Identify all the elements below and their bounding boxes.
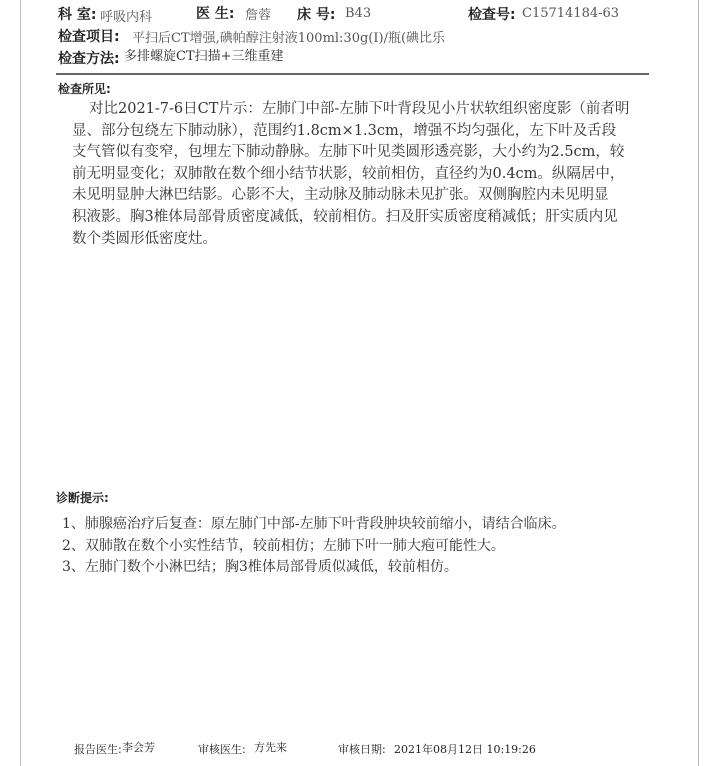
findings-line: 积液影。胸3椎体局部骨质密度减低，较前相仿。扫及肝实质密度稍减低；肝实质内见 [72, 208, 618, 225]
diagnosis-item: 3、左肺门数个小淋巴结；胸3椎体局部骨质似减低，较前相仿。 [62, 559, 458, 575]
diagnosis-list [62, 514, 566, 579]
bed-label: 床 号: [297, 7, 336, 23]
exam-no-label: 检查号: [468, 7, 516, 23]
header-divider [56, 73, 649, 75]
review-doctor-value: 方先来 [254, 741, 287, 754]
diagnosis-label: 诊断提示: [56, 491, 109, 505]
review-date-label: 审核日期: [338, 743, 386, 756]
review-doctor-label: 审核医生: [198, 743, 246, 756]
findings-label: 检查所见: [58, 82, 111, 96]
findings-text [72, 99, 629, 250]
diagnosis-item: 1、肺腺癌治疗后复查：原左肺门中部-左肺下叶背段肿块较前缩小，请结合临床。 [62, 516, 566, 532]
findings-line: 显、部分包绕左下肺动脉），范围约1.8cm×1.3cm，增强不均匀强化，左下叶及舌段 [72, 122, 617, 139]
doctor-value: 詹蓉 [245, 8, 272, 23]
exam-item-label: 检查项目: [58, 29, 120, 45]
doctor-label: 医 生: [196, 6, 235, 22]
dept-label: 科 室: [58, 7, 97, 23]
report-doctor-value: 李会芳 [122, 741, 155, 754]
findings-line: 未见明显肿大淋巴结影。心影不大，主动脉及肺动脉未见扩张。双侧胸腔内未见明显 [72, 187, 609, 204]
exam-method-value: 多排螺旋CT扫描+三维重建 [124, 49, 284, 64]
exam-item-value: 平扫后CT增强,碘帕醇注射液100ml:30g(I)/瓶(碘比乐 [132, 31, 446, 46]
diagnosis-item: 2、双肺散在数个小实性结节，较前相仿；左肺下叶一肺大疱可能性大。 [62, 537, 505, 554]
findings-line: 数个类圆形低密度灶。 [72, 230, 217, 247]
findings-line: 对比2021-7-6日CT片示：左肺门中部-左肺下叶背段见小片状软组织密度影（前者明 [89, 101, 630, 117]
review-date-value: 2021年08月12日 10:19:26 [394, 743, 536, 756]
bed-value: B43 [345, 6, 372, 21]
dept-value: 呼吸内科 [100, 10, 153, 25]
report-doctor-label: 报告医生: [74, 743, 122, 756]
exam-no-value: C15714184-63 [522, 6, 620, 21]
findings-line: 支气管似有变窄，包埋左下肺动静脉。左肺下叶见类圆形透亮影，大小约为2.5cm，较 [72, 144, 625, 161]
findings-line: 前无明显变化；双肺散在数个细小结节状影，较前相仿，直径约为0.4cm。纵隔居中， [72, 165, 625, 182]
exam-method-label: 检查方法: [58, 51, 120, 67]
